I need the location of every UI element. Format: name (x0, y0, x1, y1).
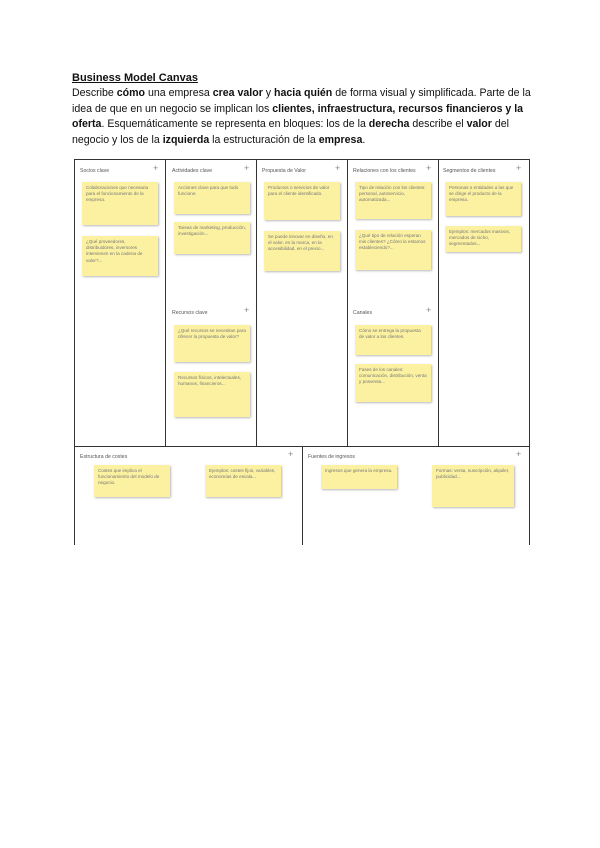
actividades-note-2[interactable]: Tareas de marketing, producción, investigación... (174, 222, 250, 254)
intro-bold-run: empresa (318, 133, 363, 146)
intro-text-run: y (262, 87, 274, 99)
intro-bold-run: cómo (116, 87, 146, 99)
canales-title: Canales (353, 310, 373, 316)
intro-bold-run: clientes, infraestructura, recursos financieros y la oferta (72, 102, 524, 130)
relaciones-title: Relaciones con los clientes (353, 168, 416, 174)
intro-bold-run: hacia quién (274, 87, 333, 99)
intro-text-run: de forma visual y simplificada. Parte de la idea de que en un negocio se implican los (72, 87, 531, 115)
intro-text-run: . (362, 133, 366, 146)
ingresos-note-1[interactable]: Ingresos que genera la empresa. (321, 465, 397, 489)
add-propuesta-plus-icon[interactable]: + (335, 163, 341, 173)
socios-note-2[interactable]: ¿Qué proveedores, distribuidores, inversores intervienen en la cadena de valor?... (82, 236, 158, 276)
costes-note-1[interactable]: Costes que implica el funcionamiento del modelo de negocio. (94, 465, 170, 497)
intro-bold-run: derecha (368, 118, 410, 130)
divider-socios (165, 159, 166, 446)
canvas-right-border (529, 159, 530, 545)
intro-bold-run: izquierda (162, 133, 210, 146)
propuesta-note-2[interactable]: Se puede innovar en diseño, en el valor, en la marca, en la accesibilidad, en el precio... (264, 231, 340, 271)
intro-bold-run: valor (466, 118, 492, 130)
add-canales-plus-icon[interactable]: + (426, 305, 432, 315)
add-ingresos-plus-icon[interactable]: + (516, 449, 522, 459)
relaciones-note-2[interactable]: ¿Qué tipo de relación esperan mis clientes? ¿Cómo la estamos estableciendo?... (355, 230, 431, 270)
intro-text-run: . Esquemáticamente se representa en bloques: los de la (101, 118, 369, 130)
socios-note-1[interactable]: Colaboraciones que necesaria para el funcionamiento de la empresa. (82, 182, 158, 225)
recursos-title: Recursos clave (172, 310, 208, 316)
add-segmentos-plus-icon[interactable]: + (516, 163, 522, 173)
ingresos-note-2[interactable]: Formas: venta, suscripción, alquiler, publicidad... (432, 465, 514, 507)
canvas-left-border (74, 159, 75, 545)
socios-title: Socios clave (80, 168, 110, 174)
add-socios-plus-icon[interactable]: + (153, 163, 159, 173)
canvas-top-border (74, 159, 530, 160)
canales-note-2[interactable]: Fases de los canales: comunicación, distribución, venta y posventa... (355, 364, 431, 402)
divider-actividades (256, 159, 257, 446)
divider-propuesta (347, 159, 348, 446)
ingresos-title: Fuentes de ingresos (308, 454, 356, 460)
add-recursos-plus-icon[interactable]: + (244, 305, 250, 315)
intro-paragraph (72, 86, 532, 148)
costes-note-2[interactable]: Ejemplos: costes fijos, variables, economías de escala... (205, 465, 281, 497)
propuesta-note-1[interactable]: Productos o servicios de valor para el cliente identificado. (264, 182, 340, 220)
actividades-title: Actividades clave (172, 168, 213, 174)
intro-bold-run: crea valor (212, 87, 263, 99)
divider-relaciones (438, 159, 439, 446)
add-relaciones-plus-icon[interactable]: + (426, 163, 432, 173)
costes-title: Estructura de costes (80, 454, 128, 460)
business-model-canvas (74, 159, 530, 545)
intro-text-run: Describe (72, 87, 117, 99)
intro-text-run: la estructuración de la (209, 133, 319, 146)
intro-text-run: una empresa (145, 87, 213, 99)
divider-costes-ingresos (302, 446, 303, 545)
relaciones-note-1[interactable]: Tipo de relación con los clientes: personal, autoservicio, automatizada... (355, 182, 431, 219)
segmentos-note-2[interactable]: Ejemplos: mercados masivos, mercados de nicho, segmentados... (445, 226, 521, 252)
actividades-note-1[interactable]: Acciones clave para que todo funcione. (174, 182, 250, 214)
document-heading: Business Model Canvas (72, 72, 198, 84)
add-actividades-plus-icon[interactable]: + (244, 163, 250, 173)
recursos-note-1[interactable]: ¿Qué recursos se necesitan para ofrecer la propuesta de valor? (174, 325, 250, 362)
segmentos-note-1[interactable]: Personas o entidades a las que se dirige el producto de la empresa. (445, 182, 521, 216)
add-costes-plus-icon[interactable]: + (288, 449, 294, 459)
canales-note-1[interactable]: Cómo se entrega la propuesta de valor a los clientes. (355, 325, 431, 355)
intro-text-run: describe el (409, 118, 467, 130)
intro-text-run: del negocio y los de la (72, 118, 509, 146)
propuesta-title: Propuesta de Valor (262, 168, 307, 174)
recursos-note-2[interactable]: Recursos físicos, intelectuales, humanos, financieros... (174, 372, 250, 417)
segmentos-title: Segmentos de clientes (443, 168, 496, 174)
